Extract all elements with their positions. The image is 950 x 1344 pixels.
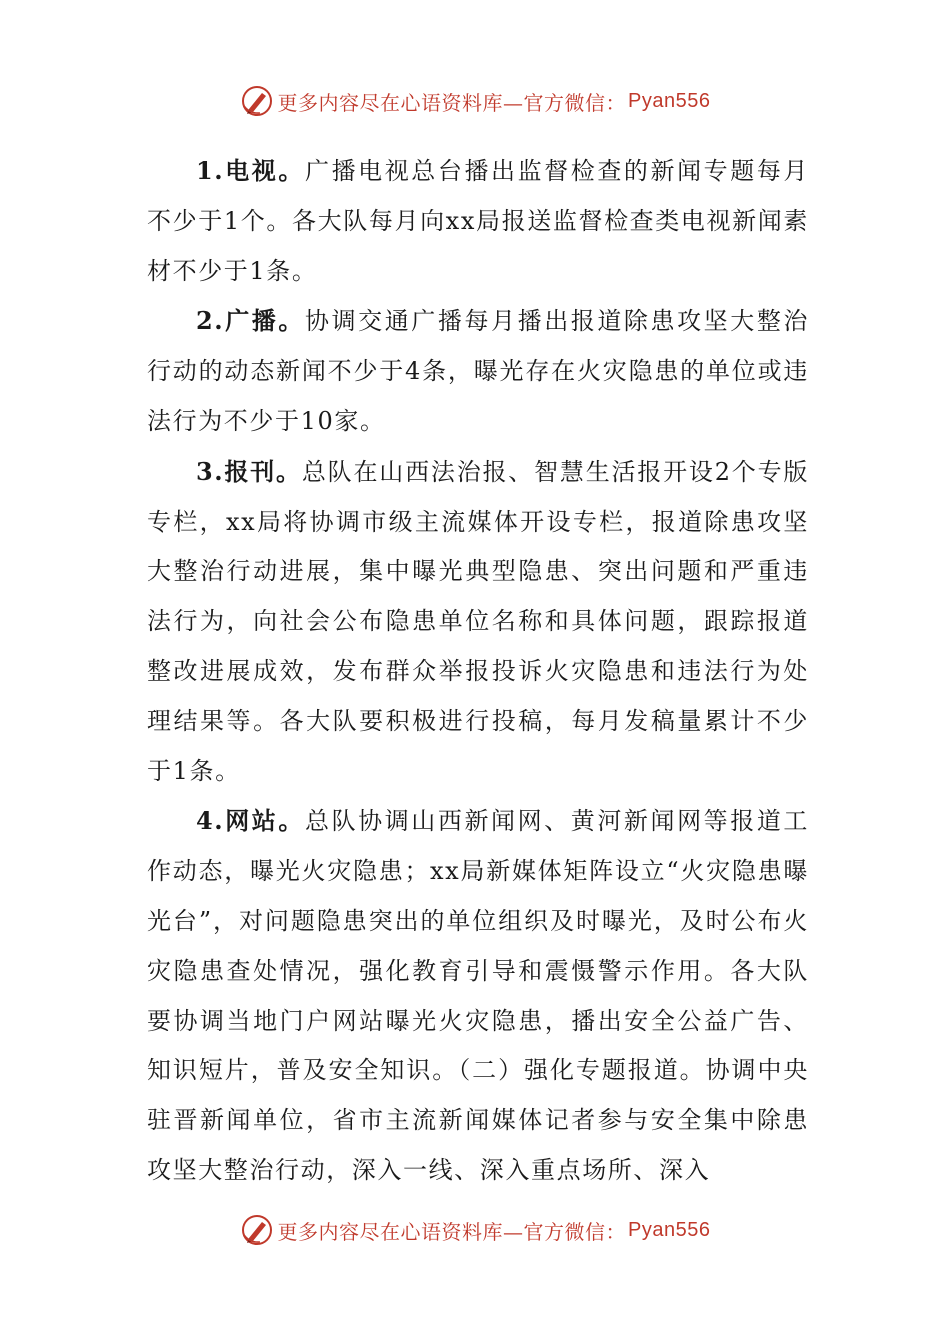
- paragraph-tv: [147, 146, 809, 296]
- watermark-text: 更多内容尽在心语资料库—官方微信：: [277, 90, 627, 115]
- paragraph-press: [147, 447, 809, 797]
- paragraph-text: 总队协调山西新闻网、黄河新闻网等报道工作动态，曝光火灾隐患；xx局新媒体矩阵设立“火灾隐患曝光台”，对问题隐患突出的单位组织及时曝光，及时公布火灾隐患查处情况，强化教育引导和震慑警示作用。各大队要协调当地门户网站曝光火灾隐患，播出安全公益广告、知识短片，普及安全知识。（二）强化专题报道。协调中央驻晋新闻单位，省市主流新闻媒体记者参与安全集中除患攻坚大整治行动，深入一线、深入重点场所、深入: [147, 807, 809, 1184]
- document-body: [147, 146, 809, 1196]
- paragraph-text: 广播电视总台播出监督检查的新闻专题每月不少于1个。各大队每月向xx局报送监督检查类电视新闻素材不少于1条。: [147, 157, 809, 285]
- paragraph-text: 总队在山西法治报、智慧生活报开设2个专版专栏，xx局将协调市级主流媒体开设专栏，报道除患攻坚大整治行动进展，集中曝光典型隐患、突出问题和严重违法行为，向社会公布隐患单位名称和具体问题，跟踪报道整改进展成效，发布群众举报投诉火灾隐患和违法行为处理结果等。各大队要积极进行投稿，每月发稿量累计不少于1条。: [147, 457, 809, 785]
- paragraph-text: 协调交通广播每月播出报道除患攻坚大整治行动的动态新闻不少于4条，曝光存在火灾隐患的单位或违法行为不少于10家。: [147, 307, 809, 435]
- pen-logo-icon: [240, 1213, 274, 1247]
- paragraph-heading: 4.网站。: [196, 806, 305, 836]
- watermark-header: [0, 84, 950, 118]
- watermark-text: 更多内容尽在心语资料库—官方微信：: [277, 1219, 627, 1244]
- watermark-footer: [0, 1213, 950, 1247]
- paragraph-website: [147, 796, 809, 1195]
- paragraph-radio: [147, 296, 809, 446]
- paragraph-heading: 3.报刊。: [196, 456, 302, 486]
- paragraph-heading: 2.广播。: [196, 306, 305, 336]
- pen-logo-icon: [240, 84, 274, 118]
- watermark-wechat-id: Pyan556: [628, 1218, 711, 1241]
- paragraph-heading: 1.电视。: [196, 156, 305, 185]
- watermark-wechat-id: Pyan556: [628, 89, 711, 112]
